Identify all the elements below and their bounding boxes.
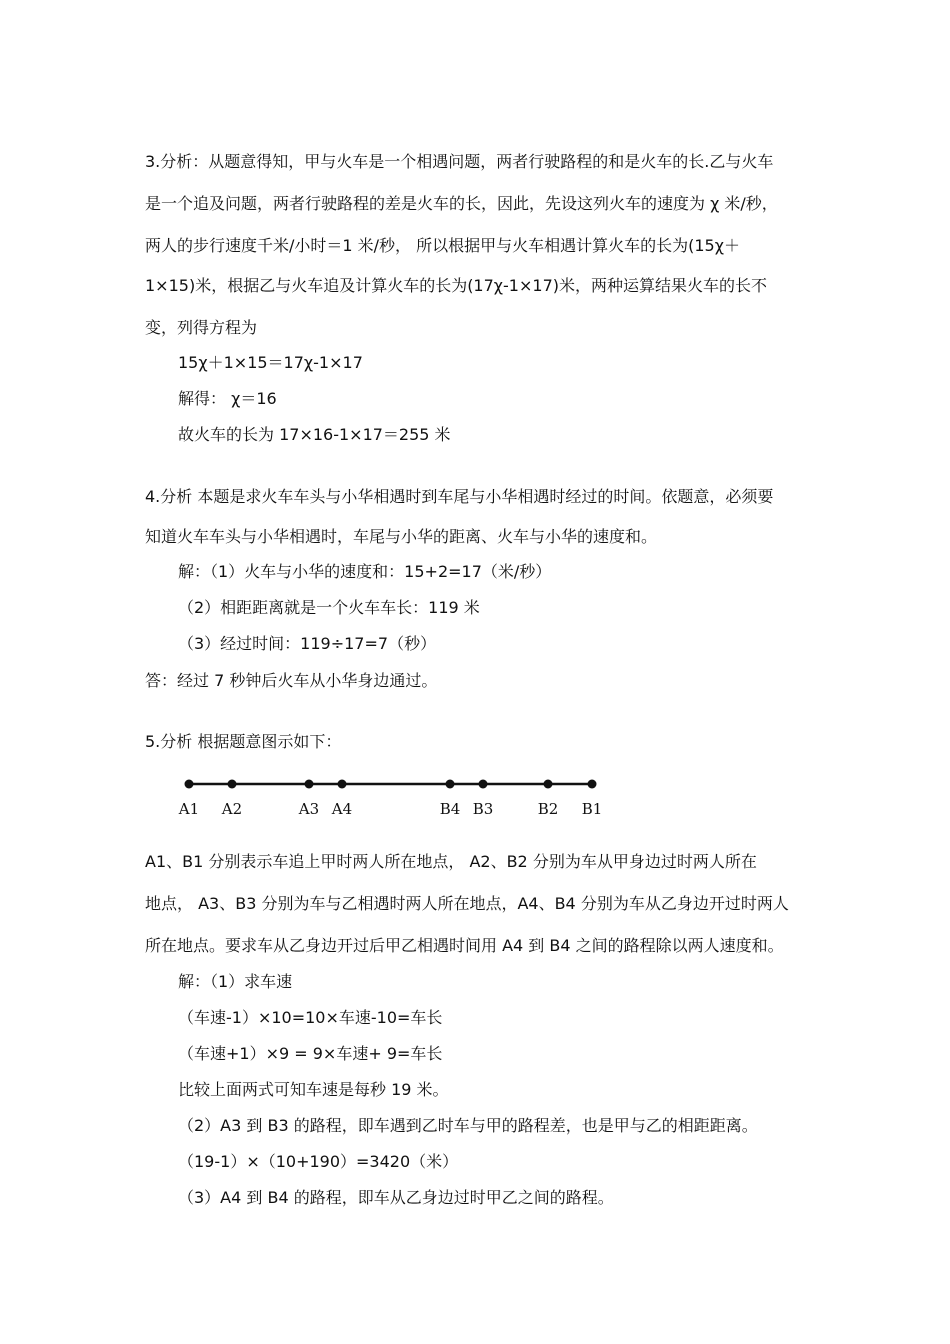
q3-solve: 解得： χ＝16	[178, 389, 277, 408]
q4-line-1: 4.分析 本题是求火车车头与小华相遇时到车尾与小华相遇时经过的时间。依题意，必须要	[145, 487, 774, 506]
label-a2: A2	[221, 800, 243, 818]
q4-step-1: 解：（1）火车与小华的速度和：15+2=17（米/秒）	[178, 562, 552, 581]
q5-step-1: 解：（1）求车速	[178, 972, 293, 991]
label-a3: A3	[298, 800, 320, 818]
q5-eq-2: （车速+1）×9 = 9×车速+ 9=车长	[178, 1044, 443, 1063]
q4-answer: 答：经过 7 秒钟后火车从小华身边通过。	[145, 671, 438, 690]
q4-step-3: （3）经过时间：119÷17=7（秒）	[178, 634, 437, 653]
q4-step-2: （2）相距距离就是一个火车车长：119 米	[178, 598, 480, 617]
point-b2	[544, 780, 553, 789]
label-b2: B2	[537, 800, 559, 818]
q3-line-5: 变，列得方程为	[145, 318, 258, 337]
point-a2	[228, 780, 237, 789]
q5-eq-1: （车速-1）×10=10×车速-10=车长	[178, 1008, 443, 1027]
label-a1: A1	[178, 800, 200, 818]
q3-answer: 故火车的长为 17×16-1×17＝255 米	[178, 425, 451, 444]
q4-line-2: 知道火车车头与小华相遇时，车尾与小华的距离、火车与小华的速度和。	[145, 527, 658, 546]
label-b3: B3	[472, 800, 494, 818]
point-a3	[305, 780, 314, 789]
point-b1	[588, 780, 597, 789]
q5-line-2: 地点， A3、B3 分别为车与乙相遇时两人所在地点，A4、B4 分别为车从乙身边开过时两人	[145, 894, 789, 913]
label-b4: B4	[439, 800, 461, 818]
q5-step-2: （2）A3 到 B3 的路程，即车遇到乙时车与甲的路程差，也是甲与乙的相距距离。	[178, 1116, 758, 1135]
q3-line-4: 1×15)米，根据乙与火车追及计算火车的长为(17χ-1×17)米，两种运算结果火车的长不	[145, 276, 767, 295]
route-diagram-svg	[170, 770, 620, 830]
label-b1: B1	[581, 800, 603, 818]
point-b4	[446, 780, 455, 789]
point-b3	[479, 780, 488, 789]
q5-conclusion: 比较上面两式可知车速是每秒 19 米。	[178, 1080, 449, 1099]
label-a4: A4	[331, 800, 353, 818]
q5-step-3: （3）A4 到 B4 的路程，即车从乙身边过时甲乙之间的路程。	[178, 1188, 614, 1207]
point-a4	[338, 780, 347, 789]
q5-eq-3: （19-1）×（10+190）=3420（米）	[178, 1152, 459, 1171]
route-diagram	[170, 770, 620, 830]
q5-line-1: A1、B1 分别表示车追上甲时两人所在地点， A2、B2 分别为车从甲身边过时两人所在	[145, 852, 757, 871]
q3-equation: 15χ＋1×15＝17χ-1×17	[178, 353, 363, 372]
q5-intro: 5.分析 根据题意图示如下：	[145, 732, 342, 751]
q3-line-3: 两人的步行速度千米/小时＝1 米/秒， 所以根据甲与火车相遇计算火车的长为(15χ＋	[145, 236, 740, 255]
q3-line-1: 3.分析：从题意得知，甲与火车是一个相遇问题，两者行驶路程的和是火车的长.乙与火车	[145, 152, 774, 171]
q3-line-2: 是一个追及问题，两者行驶路程的差是火车的长，因此，先设这列火车的速度为 χ 米/秒，	[145, 194, 778, 213]
point-a1	[185, 780, 194, 789]
q5-line-3: 所在地点。要求车从乙身边开过后甲乙相遇时间用 A4 到 B4 之间的路程除以两人速度和。	[145, 936, 784, 955]
